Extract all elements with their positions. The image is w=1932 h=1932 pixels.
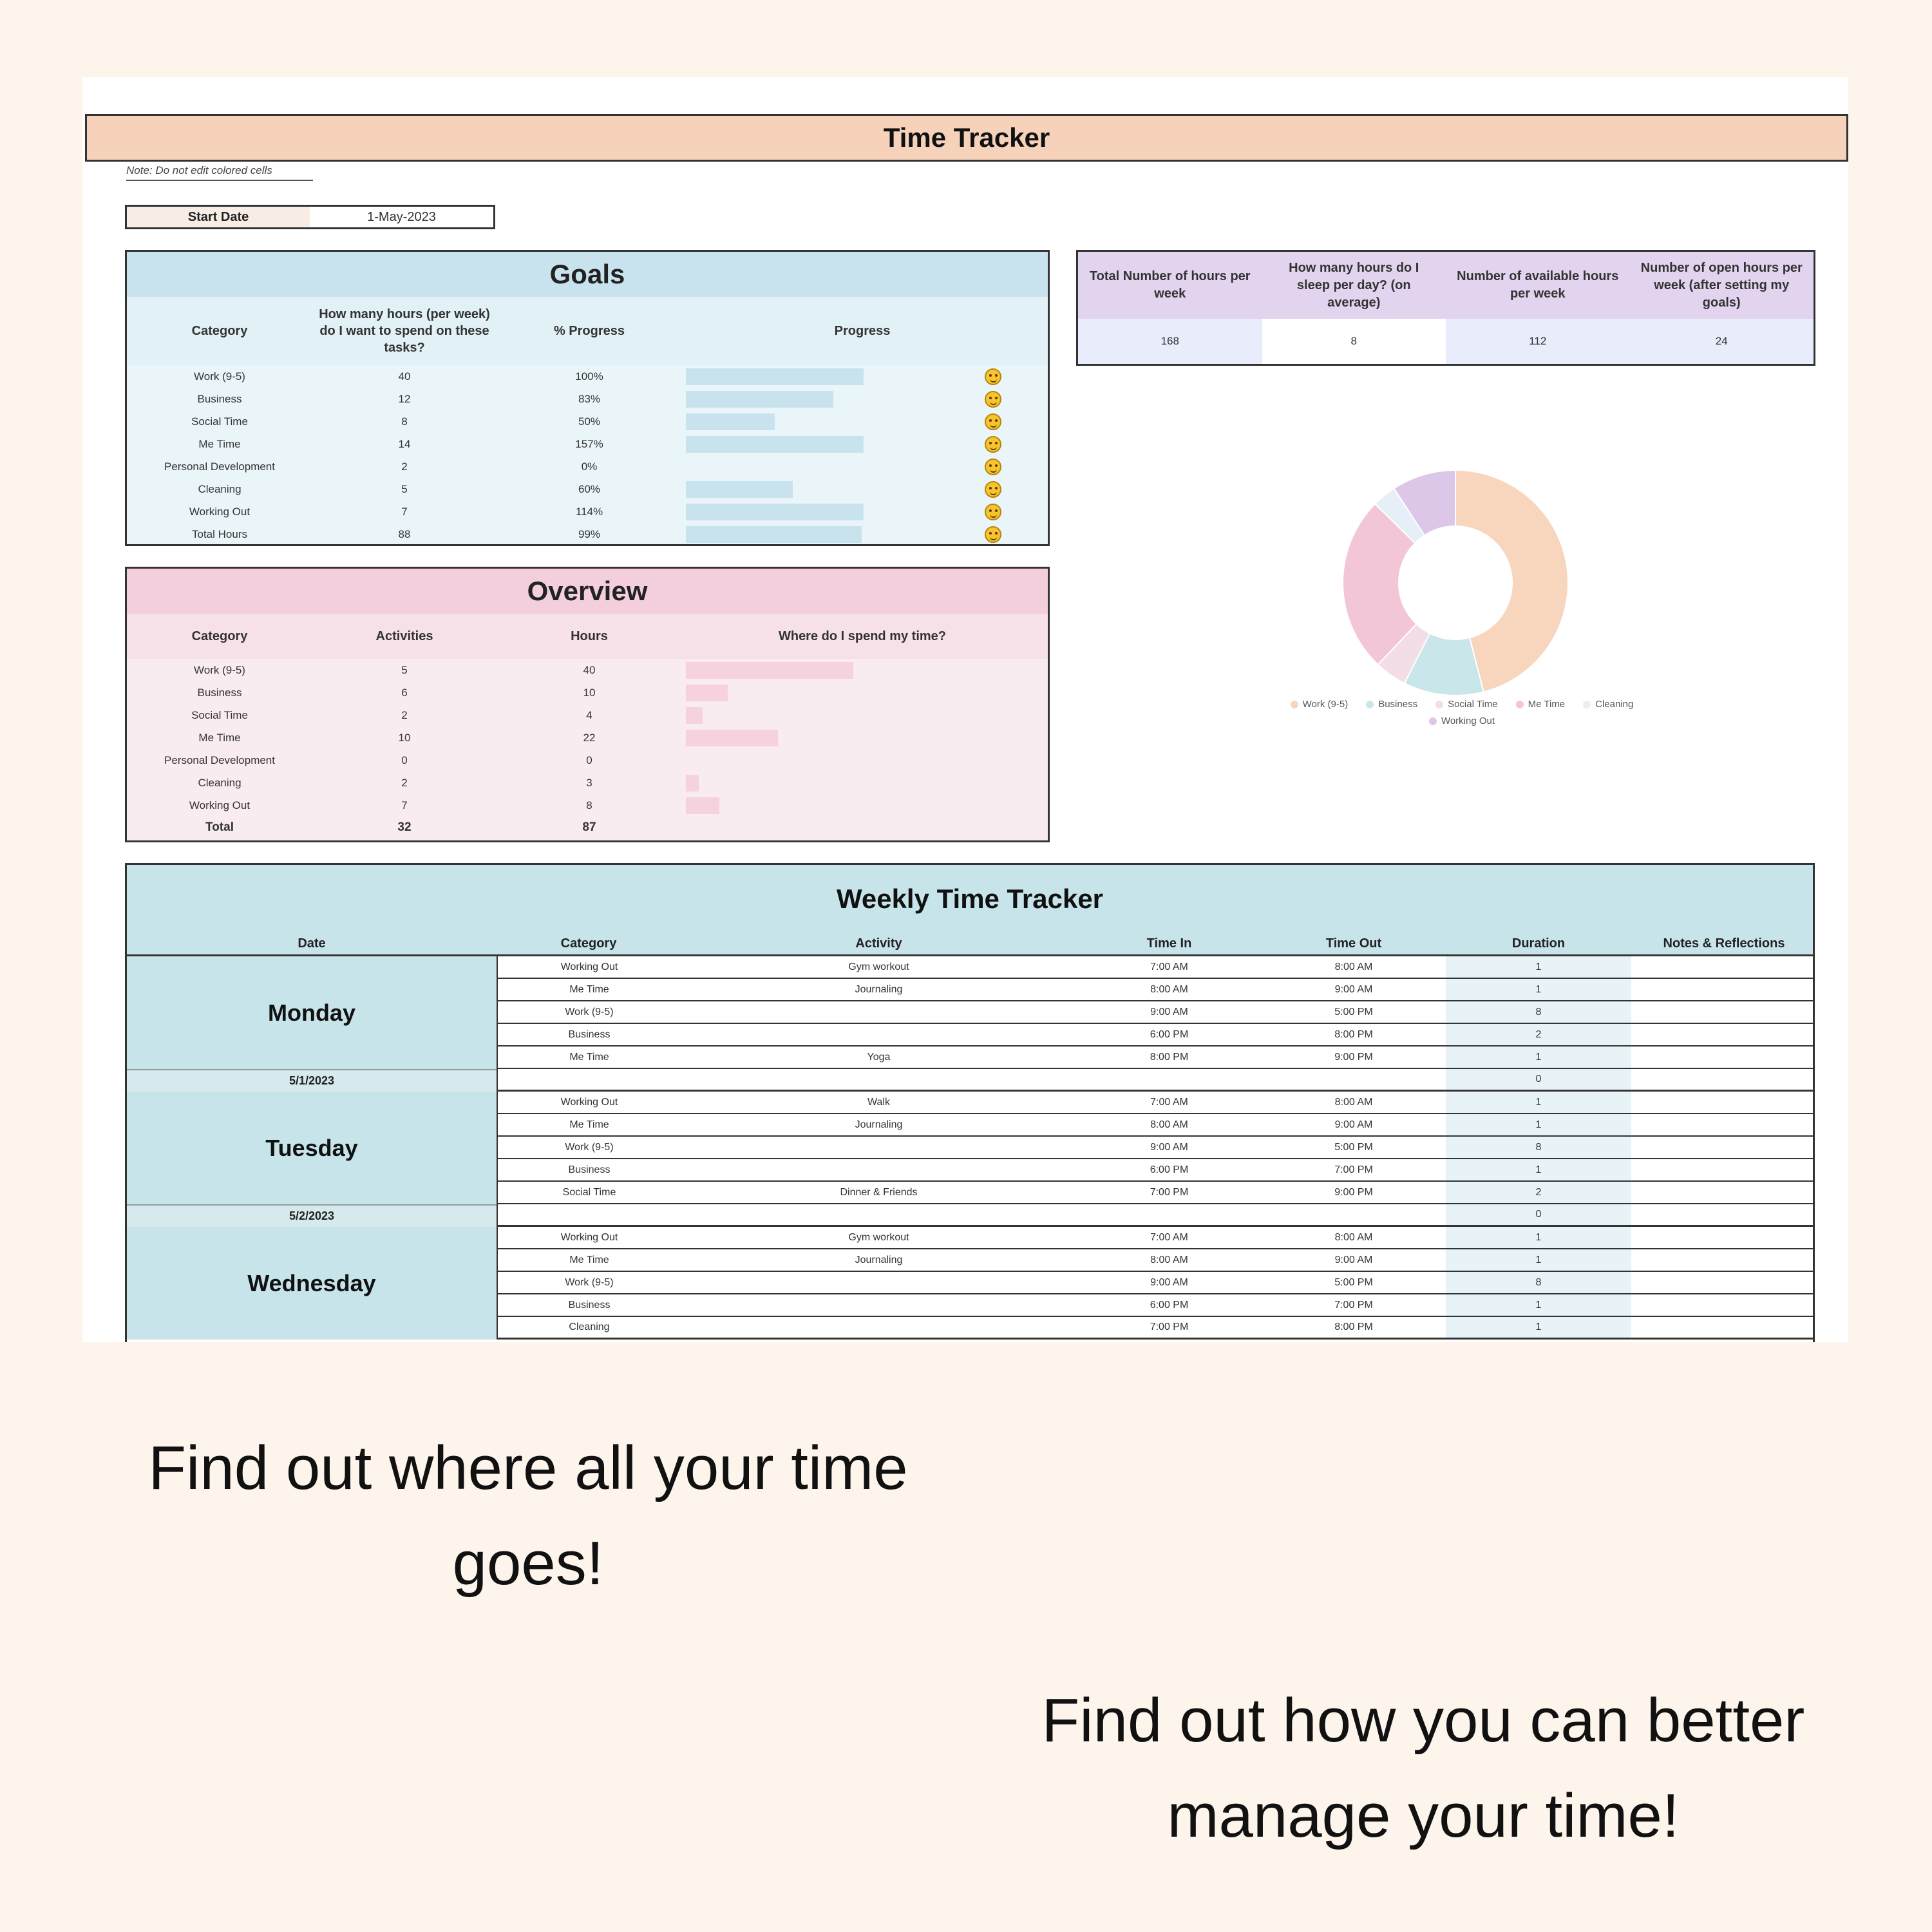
overview-hours: 40 xyxy=(583,663,596,676)
weekly-title: Weekly Time Tracker xyxy=(127,865,1813,933)
entry-notes[interactable] xyxy=(1631,1317,1815,1340)
overview-activities: 10 xyxy=(398,731,411,744)
weekly-header-time-out: Time Out xyxy=(1262,933,1446,956)
entry-activity[interactable]: Yoga xyxy=(681,1046,1077,1069)
legend-dot-icon xyxy=(1291,701,1298,708)
legend-label: Work (9-5) xyxy=(1302,699,1349,710)
entry-category[interactable]: Me Time xyxy=(497,1114,681,1137)
goals-progress-bar xyxy=(686,368,864,385)
goals-title: Goals xyxy=(127,252,1048,297)
goals-row xyxy=(127,478,1048,500)
overview-hours: 3 xyxy=(586,776,592,789)
weekly-header-activity: Activity xyxy=(681,933,1077,956)
overview-row xyxy=(127,659,1048,681)
entry-activity[interactable]: Walk xyxy=(681,1092,1077,1114)
overview-category: Cleaning xyxy=(198,776,242,789)
entry-category[interactable]: Working Out xyxy=(497,1227,681,1249)
goals-progress-cell xyxy=(682,365,943,388)
entry-time-out[interactable]: 8:00 AM xyxy=(1262,1227,1446,1249)
overview-hours: 10 xyxy=(583,686,596,699)
entry-time-out[interactable]: 7:00 PM xyxy=(1262,1294,1446,1317)
entry-activity[interactable]: Gym workout xyxy=(681,1227,1077,1249)
overview-bar-cell xyxy=(682,659,943,681)
goals-progress-bar xyxy=(686,504,864,520)
overview-rows xyxy=(127,659,1048,817)
goals-hours[interactable]: 88 xyxy=(398,527,411,540)
goals-progress-cell xyxy=(682,478,943,500)
entry-activity[interactable] xyxy=(681,1294,1077,1317)
overview-category: Work (9-5) xyxy=(194,663,245,676)
entry-time-in[interactable]: 7:00 AM xyxy=(1077,956,1262,979)
legend-label: Cleaning xyxy=(1595,699,1634,710)
entry-time-out[interactable]: 9:00 PM xyxy=(1262,1046,1446,1069)
overview-hours: 4 xyxy=(586,708,592,721)
goals-status-cell xyxy=(943,391,1043,408)
entry-time-in[interactable]: 9:00 AM xyxy=(1077,1001,1262,1024)
goals-status-cell xyxy=(943,459,1043,475)
overview-bar xyxy=(686,707,703,724)
smiley-emoji-icon xyxy=(985,436,1001,453)
entry-time-out[interactable]: 7:00 PM xyxy=(1262,1159,1446,1182)
entry-notes[interactable] xyxy=(1631,1272,1815,1294)
goals-category: Business xyxy=(197,392,242,405)
goals-category: Cleaning xyxy=(198,482,242,495)
weekly-header-category: Category xyxy=(497,933,681,956)
entry-notes[interactable] xyxy=(1631,1046,1815,1069)
entry-activity[interactable]: Dinner & Friends xyxy=(681,1182,1077,1204)
weekly-time-tracker xyxy=(125,863,1815,1342)
overview-hours: 22 xyxy=(583,731,596,744)
smiley-emoji-icon xyxy=(985,481,1001,498)
overview-header-where: Where do I spend my time? xyxy=(778,629,947,643)
weekly-grid xyxy=(127,933,1813,1340)
overview-category: Working Out xyxy=(189,799,251,811)
overview-bar-cell xyxy=(682,749,943,772)
goals-row xyxy=(127,433,1048,455)
entry-duration: 1 xyxy=(1446,1317,1631,1340)
goals-pct: 0% xyxy=(581,460,598,473)
entry-time-out[interactable]: 9:00 AM xyxy=(1262,1114,1446,1137)
overview-category: Social Time xyxy=(191,708,248,721)
goals-row xyxy=(127,455,1048,478)
stat-sleep-hours xyxy=(1262,252,1446,364)
entry-time-in[interactable]: 7:00 PM xyxy=(1077,1317,1262,1340)
entry-activity[interactable] xyxy=(681,1024,1077,1046)
weekly-header-notes: Notes & Reflections xyxy=(1631,933,1815,956)
goals-status-cell xyxy=(943,413,1043,430)
overview-category: Business xyxy=(197,686,242,699)
entry-notes[interactable] xyxy=(1631,1227,1815,1249)
goals-category: Work (9-5) xyxy=(194,370,245,383)
entry-time-out[interactable]: 9:00 PM xyxy=(1262,1182,1446,1204)
entry-category[interactable]: Work (9-5) xyxy=(497,1137,681,1159)
overview-row xyxy=(127,681,1048,704)
entry-time-in[interactable]: 8:00 AM xyxy=(1077,1249,1262,1272)
start-date-value[interactable]: 1-May-2023 xyxy=(367,209,436,224)
goals-hours[interactable]: 7 xyxy=(401,505,408,518)
overview-activities: 0 xyxy=(401,753,408,766)
goals-progress-cell xyxy=(682,455,943,478)
entry-time-in[interactable]: 8:00 PM xyxy=(1077,1046,1262,1069)
entry-category[interactable]: Work (9-5) xyxy=(497,1001,681,1024)
entry-notes[interactable] xyxy=(1631,1001,1815,1024)
time-distribution-donut-chart xyxy=(1333,460,1578,705)
goals-rows xyxy=(127,365,1048,545)
goals-pct: 60% xyxy=(578,482,601,495)
entry-duration: 1 xyxy=(1446,956,1631,979)
entry-category[interactable]: Work (9-5) xyxy=(497,1272,681,1294)
entry-notes[interactable] xyxy=(1631,1024,1815,1046)
smiley-emoji-icon xyxy=(985,526,1001,543)
entry-notes[interactable] xyxy=(1631,1137,1815,1159)
overview-bar xyxy=(686,685,728,701)
legend-label: Working Out xyxy=(1441,715,1495,726)
entry-time-in[interactable]: 9:00 AM xyxy=(1077,1137,1262,1159)
entry-duration: 8 xyxy=(1446,1001,1631,1024)
entry-time-out[interactable]: 5:00 PM xyxy=(1262,1137,1446,1159)
entry-notes[interactable] xyxy=(1631,1159,1815,1182)
overview-bar xyxy=(686,797,719,814)
entry-notes[interactable] xyxy=(1631,1204,1815,1227)
goals-row xyxy=(127,410,1048,433)
goals-progress-cell xyxy=(682,500,943,523)
entry-category[interactable]: Business xyxy=(497,1294,681,1317)
entry-time-in[interactable]: 9:00 AM xyxy=(1077,1272,1262,1294)
chart-legend xyxy=(1256,697,1668,730)
stat-open-hours xyxy=(1630,252,1814,364)
smiley-emoji-icon xyxy=(985,459,1001,475)
entry-duration: 1 xyxy=(1446,1092,1631,1114)
entry-category[interactable]: Cleaning xyxy=(497,1317,681,1340)
goals-hours[interactable]: 40 xyxy=(398,370,411,383)
entry-time-in[interactable]: 6:00 PM xyxy=(1077,1294,1262,1317)
goals-status-cell xyxy=(943,504,1043,520)
entry-time-in[interactable]: 7:00 AM xyxy=(1077,1092,1262,1114)
page-title: Time Tracker xyxy=(883,122,1050,153)
goals-hours[interactable]: 2 xyxy=(401,460,408,473)
entry-time-out[interactable]: 9:00 AM xyxy=(1262,1249,1446,1272)
entry-duration: 0 xyxy=(1446,1204,1631,1227)
entry-time-in[interactable]: 7:00 AM xyxy=(1077,1227,1262,1249)
goals-progress-bar xyxy=(686,391,833,408)
overview-total-hours: 87 xyxy=(582,820,596,834)
entry-duration: 1 xyxy=(1446,1249,1631,1272)
entry-category[interactable] xyxy=(497,1204,681,1227)
overview-activities: 7 xyxy=(401,799,408,811)
weekly-header-duration: Duration xyxy=(1446,933,1631,956)
weekly-header-time-in: Time In xyxy=(1077,933,1262,956)
entry-time-out[interactable]: 5:00 PM xyxy=(1262,1272,1446,1294)
entry-notes[interactable] xyxy=(1631,1092,1815,1114)
day-date: 5/1/2023 xyxy=(127,1069,497,1092)
entry-duration: 2 xyxy=(1446,1024,1631,1046)
goals-header-progress: Progress xyxy=(834,324,891,338)
entry-time-in[interactable]: 8:00 AM xyxy=(1077,1114,1262,1137)
entry-category[interactable]: Working Out xyxy=(497,1092,681,1114)
stat-label: Number of open hours per week (after setting my goals) xyxy=(1630,252,1814,319)
legend-dot-icon xyxy=(1516,701,1524,708)
overview-total-activities: 32 xyxy=(397,820,412,834)
overview-category: Me Time xyxy=(198,731,241,744)
overview-activities: 2 xyxy=(401,776,408,789)
entry-time-out[interactable]: 5:00 PM xyxy=(1262,1001,1446,1024)
entry-category[interactable]: Me Time xyxy=(497,1249,681,1272)
overview-row xyxy=(127,704,1048,726)
entry-category[interactable]: Working Out xyxy=(497,956,681,979)
entry-time-out[interactable]: 8:00 AM xyxy=(1262,1092,1446,1114)
day-label: Monday xyxy=(127,956,497,1069)
entry-notes[interactable] xyxy=(1631,1249,1815,1272)
goals-hours[interactable]: 12 xyxy=(398,392,411,405)
entry-time-in[interactable] xyxy=(1077,1069,1262,1092)
goals-pct: 99% xyxy=(578,527,601,540)
entry-duration: 8 xyxy=(1446,1137,1631,1159)
goals-progress-cell xyxy=(682,433,943,455)
overview-category: Personal Development xyxy=(164,753,275,766)
overview-row xyxy=(127,794,1048,817)
entry-duration: 2 xyxy=(1446,1182,1631,1204)
entry-time-in[interactable]: 7:00 PM xyxy=(1077,1182,1262,1204)
start-date-label: Start Date xyxy=(127,207,310,227)
entry-activity[interactable]: Gym workout xyxy=(681,956,1077,979)
goals-header-category: Category xyxy=(191,324,248,338)
start-date-field[interactable] xyxy=(125,205,495,229)
overview-total-row xyxy=(127,817,1048,838)
entry-notes[interactable] xyxy=(1631,1114,1815,1137)
note-text: Note: Do not edit colored cells xyxy=(126,164,313,181)
entry-duration: 1 xyxy=(1446,1046,1631,1069)
overview-bar-cell xyxy=(682,704,943,726)
overview-bar-cell xyxy=(682,794,943,817)
goals-pct: 100% xyxy=(575,370,603,383)
goals-progress-bar xyxy=(686,481,793,498)
entry-time-out[interactable]: 8:00 AM xyxy=(1262,956,1446,979)
overview-hours: 8 xyxy=(586,799,592,811)
legend-item xyxy=(1516,697,1566,712)
entry-notes[interactable] xyxy=(1631,1294,1815,1317)
caption-where-time-goes: Find out where all your time goes! xyxy=(148,1434,908,1598)
stat-available-hours xyxy=(1446,252,1630,364)
overview-bar xyxy=(686,730,778,746)
entry-duration: 1 xyxy=(1446,1294,1631,1317)
stat-total-hours xyxy=(1078,252,1262,364)
entry-notes[interactable] xyxy=(1631,1182,1815,1204)
entry-category[interactable]: Me Time xyxy=(497,1046,681,1069)
stat-value: 168 xyxy=(1078,319,1262,364)
legend-label: Me Time xyxy=(1528,699,1566,710)
entry-category[interactable] xyxy=(497,1069,681,1092)
goals-category: Working Out xyxy=(189,505,251,518)
goals-hours[interactable]: 14 xyxy=(398,437,411,450)
overview-total-label: Total xyxy=(205,820,234,834)
goals-header xyxy=(127,297,1048,365)
entry-notes[interactable] xyxy=(1631,956,1815,979)
hours-summary xyxy=(1076,250,1815,366)
overview-bar-cell xyxy=(682,681,943,704)
overview-row xyxy=(127,772,1048,794)
entry-duration: 1 xyxy=(1446,1159,1631,1182)
entry-time-out[interactable]: 9:00 AM xyxy=(1262,979,1446,1001)
entry-time-in[interactable]: 6:00 PM xyxy=(1077,1159,1262,1182)
stat-label: Total Number of hours per week xyxy=(1078,252,1262,319)
entry-category[interactable]: Me Time xyxy=(497,979,681,1001)
goals-category: Me Time xyxy=(198,437,241,450)
overview-activities: 2 xyxy=(401,708,408,721)
entry-duration: 0 xyxy=(1446,1069,1631,1092)
legend-item xyxy=(1366,697,1417,712)
entry-activity[interactable] xyxy=(681,1204,1077,1227)
goals-row xyxy=(127,365,1048,388)
goals-category: Total Hours xyxy=(192,527,247,540)
entry-time-out[interactable]: 8:00 PM xyxy=(1262,1317,1446,1340)
stat-value[interactable]: 8 xyxy=(1262,319,1446,364)
legend-dot-icon xyxy=(1429,717,1437,725)
goals-pct: 114% xyxy=(575,505,603,518)
overview-header-hours: Hours xyxy=(571,629,608,643)
overview-bar xyxy=(686,662,853,679)
smiley-emoji-icon xyxy=(985,413,1001,430)
legend-label: Social Time xyxy=(1448,699,1498,710)
entry-duration: 1 xyxy=(1446,979,1631,1001)
legend-dot-icon xyxy=(1366,701,1374,708)
entry-notes[interactable] xyxy=(1631,1069,1815,1092)
entry-activity[interactable] xyxy=(681,1137,1077,1159)
goals-progress-cell xyxy=(682,523,943,545)
entry-duration: 8 xyxy=(1446,1272,1631,1294)
smiley-emoji-icon xyxy=(985,504,1001,520)
stat-value: 112 xyxy=(1446,319,1630,364)
overview-title: Overview xyxy=(127,569,1048,614)
day-label: Tuesday xyxy=(127,1092,497,1204)
goals-row xyxy=(127,523,1048,545)
entry-category[interactable]: Social Time xyxy=(497,1182,681,1204)
overview-panel xyxy=(125,567,1050,842)
entry-time-in[interactable] xyxy=(1077,1204,1262,1227)
entry-activity[interactable]: Journaling xyxy=(681,1249,1077,1272)
goals-progress-bar xyxy=(686,413,775,430)
goals-panel xyxy=(125,250,1050,546)
overview-activities: 6 xyxy=(401,686,408,699)
entry-time-out[interactable]: 8:00 PM xyxy=(1262,1024,1446,1046)
legend-item xyxy=(1435,697,1498,712)
goals-hours[interactable]: 5 xyxy=(401,482,408,495)
smiley-emoji-icon xyxy=(985,391,1001,408)
goals-header-hours: How many hours (per week) do I want to spend on these tasks? xyxy=(319,307,490,355)
day-date: 5/2/2023 xyxy=(127,1204,497,1227)
overview-header xyxy=(127,614,1048,659)
goals-status-cell xyxy=(943,368,1043,385)
goals-category: Social Time xyxy=(191,415,248,428)
legend-item xyxy=(1291,697,1349,712)
goals-hours[interactable]: 8 xyxy=(401,415,408,428)
goals-status-cell xyxy=(943,436,1043,453)
goals-pct: 50% xyxy=(578,415,601,428)
entry-notes[interactable] xyxy=(1631,979,1815,1001)
goals-progress-bar xyxy=(686,526,862,543)
title-banner xyxy=(85,114,1848,162)
overview-header-category: Category xyxy=(191,629,248,643)
entry-time-out[interactable] xyxy=(1262,1204,1446,1227)
overview-bar-cell xyxy=(682,772,943,794)
goals-pct: 83% xyxy=(578,392,601,405)
entry-activity[interactable]: Journaling xyxy=(681,1114,1077,1137)
goals-header-pct: % Progress xyxy=(553,324,625,338)
overview-activities: 5 xyxy=(401,663,408,676)
goals-progress-cell xyxy=(682,410,943,433)
stat-value: 24 xyxy=(1630,319,1814,364)
entry-activity[interactable] xyxy=(681,1069,1077,1092)
entry-duration: 1 xyxy=(1446,1114,1631,1137)
entry-category[interactable]: Business xyxy=(497,1159,681,1182)
goals-category: Personal Development xyxy=(164,460,275,473)
stat-label: Number of available hours per week xyxy=(1446,252,1630,319)
entry-duration: 1 xyxy=(1446,1227,1631,1249)
entry-activity[interactable]: Journaling xyxy=(681,979,1077,1001)
entry-activity[interactable] xyxy=(681,1001,1077,1024)
stat-label: How many hours do I sleep per day? (on average) xyxy=(1262,252,1446,319)
entry-time-in[interactable]: 6:00 PM xyxy=(1077,1024,1262,1046)
overview-row xyxy=(127,749,1048,772)
day-label: Wednesday xyxy=(127,1227,497,1340)
goals-row xyxy=(127,388,1048,410)
weekly-header-date: Date xyxy=(127,933,497,956)
goals-pct: 157% xyxy=(575,437,603,450)
caption-manage-time: Find out how you can better manage your time! xyxy=(1041,1686,1805,1850)
smiley-emoji-icon xyxy=(985,368,1001,385)
legend-label: Business xyxy=(1378,699,1418,710)
entry-category[interactable]: Business xyxy=(497,1024,681,1046)
overview-row xyxy=(127,726,1048,749)
goals-status-cell xyxy=(943,526,1043,543)
entry-activity[interactable] xyxy=(681,1317,1077,1340)
entry-time-in[interactable]: 8:00 AM xyxy=(1077,979,1262,1001)
overview-bar-cell xyxy=(682,726,943,749)
entry-activity[interactable] xyxy=(681,1159,1077,1182)
overview-bar xyxy=(686,775,699,791)
legend-item xyxy=(1429,714,1495,729)
goals-progress-bar xyxy=(686,436,864,453)
legend-dot-icon xyxy=(1435,701,1443,708)
goals-progress-cell xyxy=(682,388,943,410)
overview-hours: 0 xyxy=(586,753,592,766)
entry-activity[interactable] xyxy=(681,1272,1077,1294)
legend-dot-icon xyxy=(1583,701,1591,708)
overview-header-activities: Activities xyxy=(375,629,433,643)
goals-status-cell xyxy=(943,481,1043,498)
legend-item xyxy=(1583,697,1633,712)
goals-row xyxy=(127,500,1048,523)
entry-time-out[interactable] xyxy=(1262,1069,1446,1092)
